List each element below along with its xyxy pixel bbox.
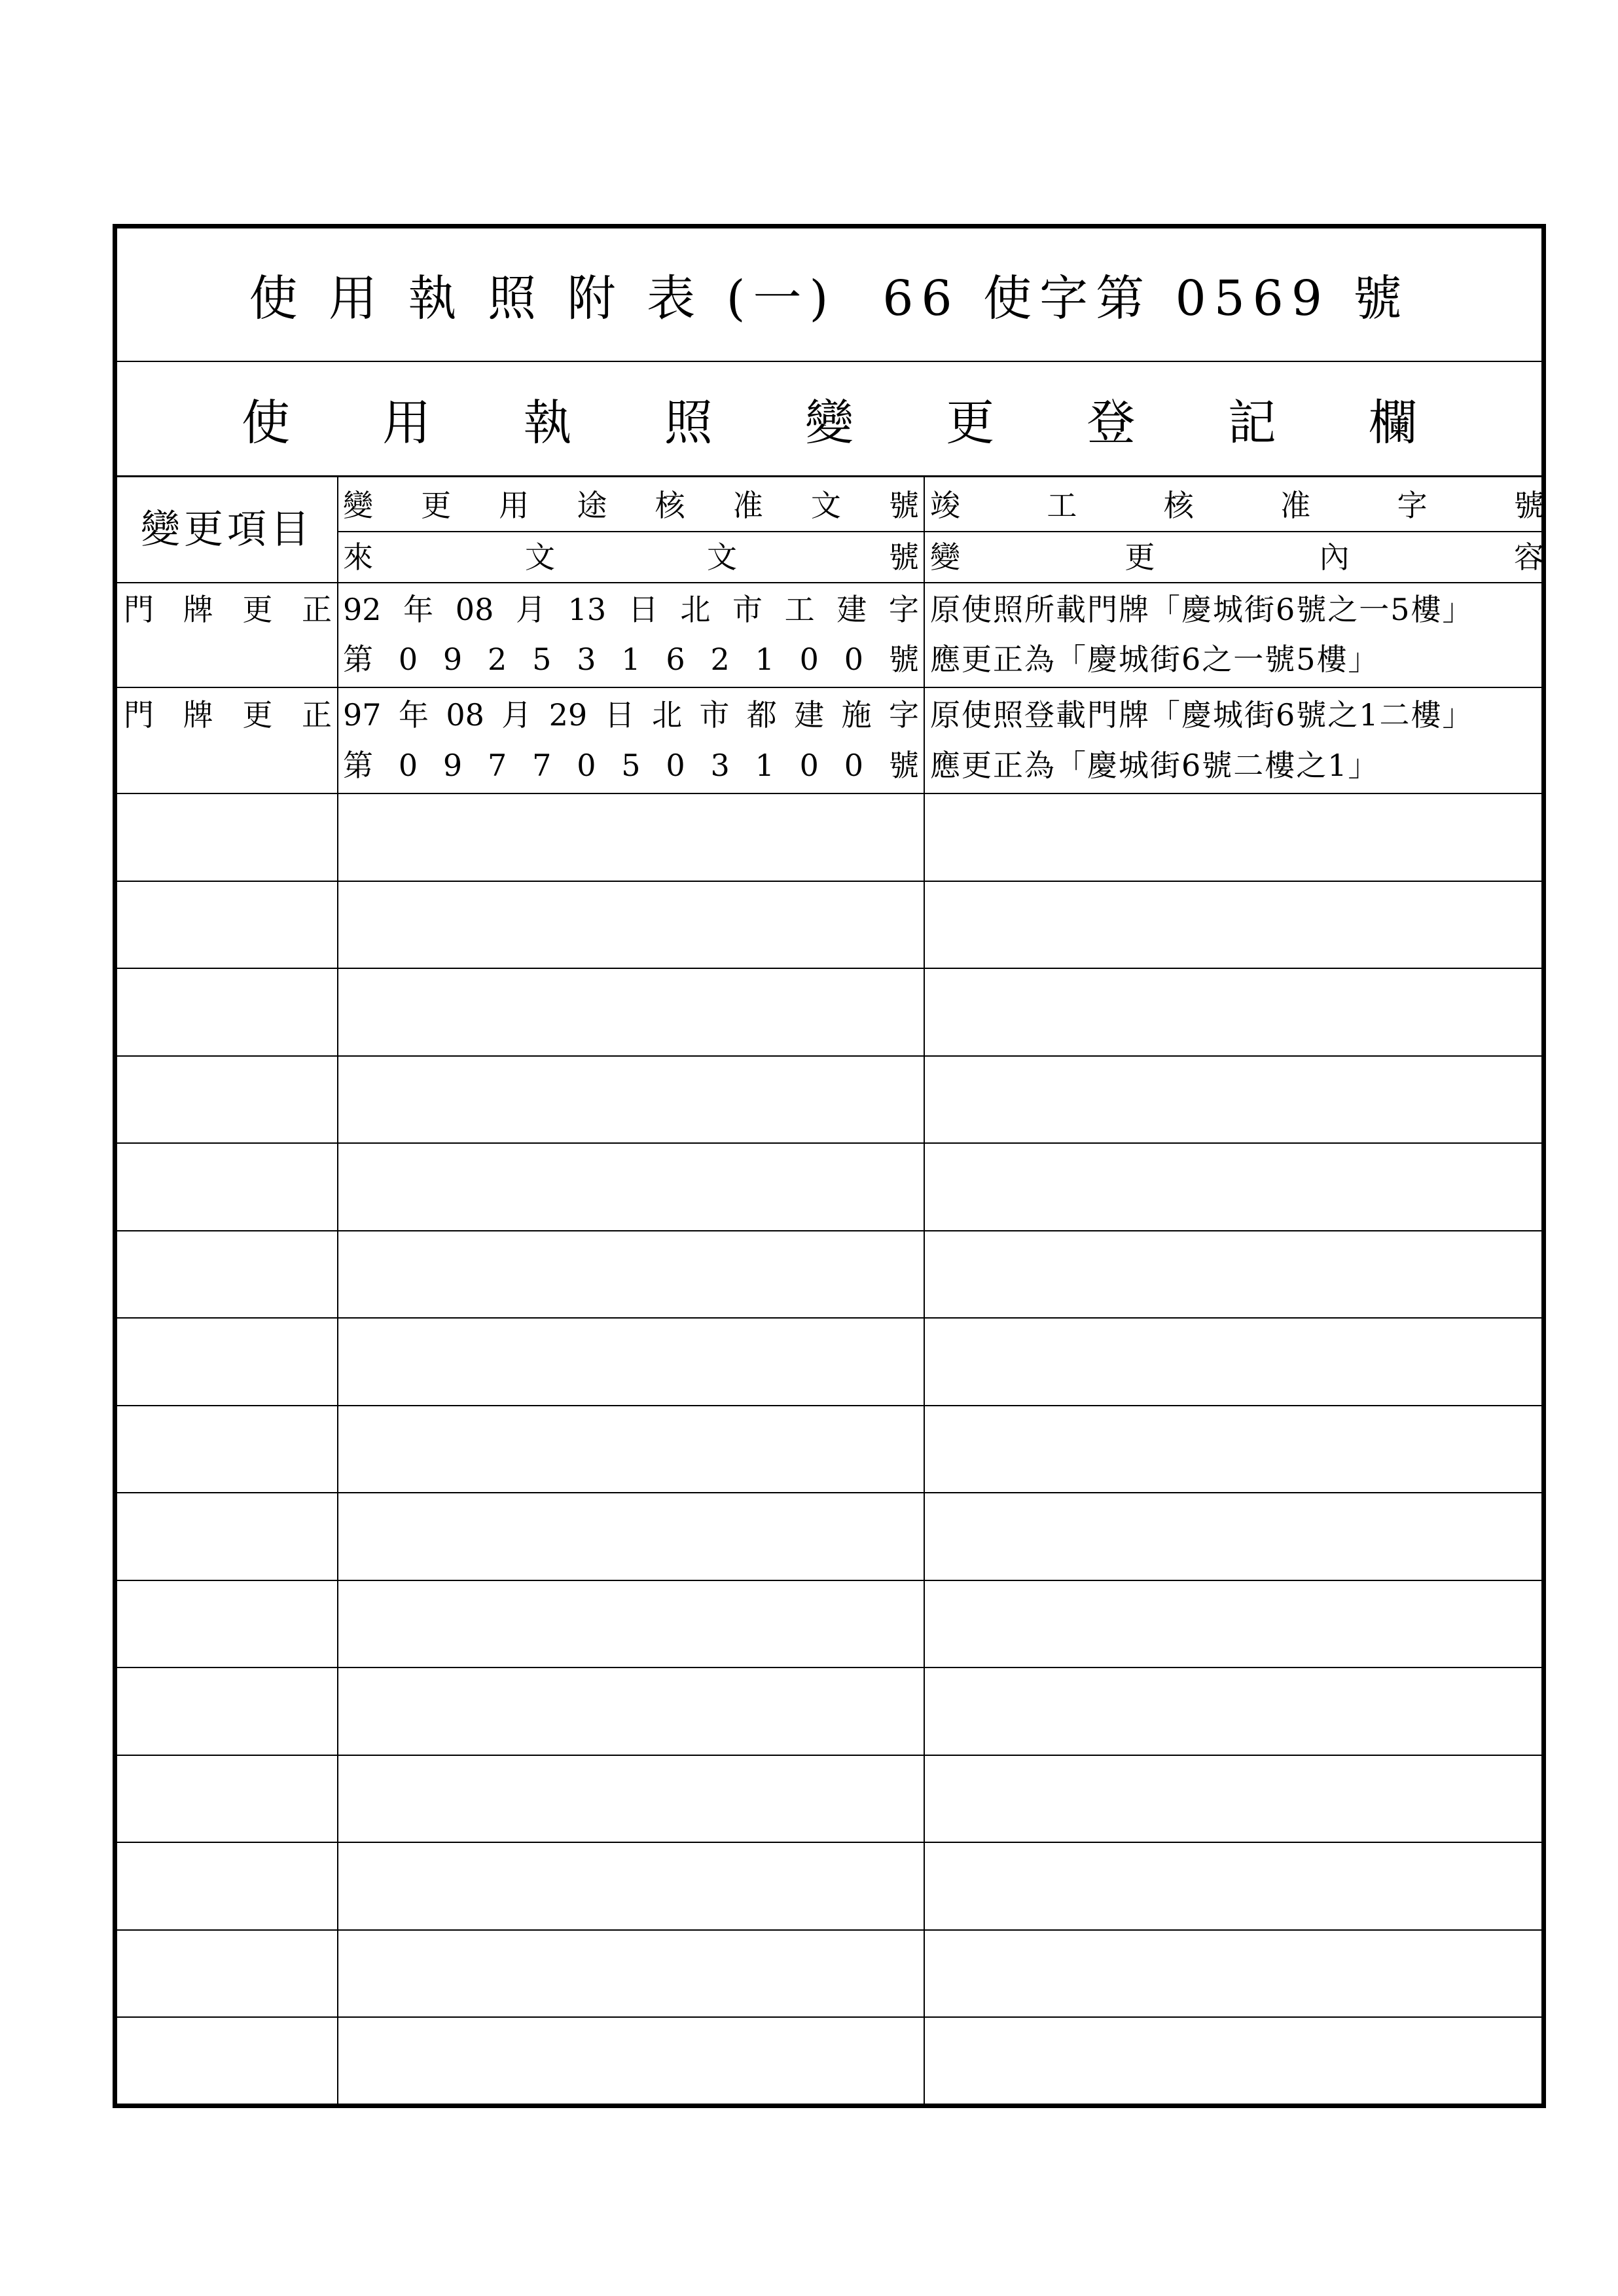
header-char: 准 (732, 488, 763, 523)
cell-token: 0 (577, 747, 596, 783)
column-header-incoming-doc (343, 532, 919, 582)
empty-row-line (117, 1929, 1541, 1931)
cell-token: 9 (442, 642, 463, 677)
header-char: 容 (1513, 539, 1544, 575)
cell-token: 字 (888, 697, 919, 733)
header-char: 竣 (930, 488, 960, 523)
row-doc-line2 (343, 633, 919, 685)
cell-token: 施 (841, 697, 872, 733)
header-char: 文 (810, 488, 841, 523)
row-change-item (124, 583, 332, 636)
header-char: 用 (499, 488, 530, 523)
form-title-row (117, 228, 1541, 362)
cell-token: 門 (124, 592, 154, 627)
empty-row-line (117, 1492, 1541, 1493)
cell-token: 門 (124, 697, 154, 733)
cell-token: 08 (446, 697, 484, 733)
header-char: 文 (525, 539, 555, 575)
cell-text: 原使照登載門牌「慶城街6號之1二樓」 (930, 697, 1474, 733)
form-title: 使 用 執 照 附 表 (一) 66 使字第 0569 號 (249, 270, 1410, 327)
table-row-line (117, 793, 1541, 794)
empty-row-line (117, 1230, 1541, 1231)
header-char: 核 (1163, 488, 1194, 523)
cell-token: 3 (577, 642, 596, 677)
cell-token: 正 (301, 697, 332, 733)
empty-row-line (117, 1317, 1541, 1319)
cell-token: 1 (755, 747, 774, 783)
row-content-line1 (930, 688, 1544, 741)
cell-token: 號 (888, 642, 919, 677)
row-content-line2 (930, 738, 1544, 792)
cell-token: 2 (710, 642, 730, 677)
license-form-frame (113, 224, 1546, 2108)
cell-token: 2 (488, 642, 507, 677)
cell-text: 原使照所載門牌「慶城街6號之一5樓」 (930, 592, 1474, 627)
cell-token: 13 (567, 592, 607, 627)
column-divider-2 (924, 477, 925, 2104)
cell-token: 3 (710, 747, 730, 783)
cell-token: 6 (666, 642, 685, 677)
column-header-approval-doc (343, 480, 919, 531)
cell-token: 92 (343, 592, 382, 627)
cell-token: 0 (799, 642, 819, 677)
cell-token: 9 (442, 747, 463, 783)
cell-token: 牌 (183, 592, 213, 627)
row-doc-line2 (343, 738, 919, 792)
empty-row-line (117, 1755, 1541, 1756)
empty-row-line (117, 1667, 1541, 1668)
cell-token: 月 (515, 592, 546, 627)
cell-token: 正 (301, 592, 332, 627)
header-char: 更 (421, 488, 452, 523)
cell-token: 都 (746, 697, 777, 733)
cell-token: 市 (699, 697, 730, 733)
empty-row-line (117, 1842, 1541, 1843)
subtitle-char: 記 (1227, 394, 1276, 451)
empty-row-line (117, 1405, 1541, 1406)
cell-token: 字 (888, 592, 919, 627)
subtitle-char: 照 (664, 394, 713, 451)
cell-token: 工 (784, 592, 815, 627)
row-content-line1 (930, 583, 1544, 636)
header-char: 號 (1513, 488, 1544, 523)
empty-row-line (117, 881, 1541, 882)
column-header-change-content (930, 532, 1544, 582)
subtitle-char: 欄 (1369, 394, 1417, 451)
header-char: 號 (888, 488, 919, 523)
cell-token: 08 (455, 592, 494, 627)
cell-token: 0 (666, 747, 685, 783)
cell-token: 建 (794, 697, 825, 733)
cell-token: 更 (242, 697, 273, 733)
cell-token: 1 (755, 642, 774, 677)
empty-row-line (117, 2016, 1541, 2018)
subtitle-char: 變 (805, 394, 854, 451)
empty-row-line (117, 1055, 1541, 1057)
cell-token: 1 (621, 642, 641, 677)
column-divider-1 (337, 477, 338, 2104)
row-doc-line1 (343, 688, 919, 741)
cell-token: 日 (628, 592, 658, 627)
header-char: 來 (343, 539, 373, 575)
cell-token: 29 (548, 697, 588, 733)
cell-token: 號 (888, 747, 919, 783)
column-header-completion-no (930, 480, 1544, 531)
empty-row-line (117, 968, 1541, 969)
cell-token: 更 (242, 592, 273, 627)
cell-token: 年 (398, 697, 429, 733)
cell-token: 市 (732, 592, 763, 627)
subtitle-char: 更 (946, 394, 995, 451)
cell-token: 0 (844, 747, 864, 783)
column-header-change-item: 變更項目 (141, 507, 314, 553)
empty-row-line (117, 1142, 1541, 1144)
cell-token: 第 (343, 642, 373, 677)
cell-token: 0 (398, 642, 418, 677)
cell-token: 第 (343, 747, 373, 783)
cell-token: 97 (343, 697, 382, 733)
header-char: 工 (1047, 488, 1077, 523)
cell-text: 應更正為「慶城街6號二樓之1」 (930, 747, 1380, 783)
header-char: 變 (930, 539, 960, 575)
row-content-line2 (930, 633, 1544, 685)
subtitle-char: 登 (1087, 394, 1136, 451)
cell-token: 年 (403, 592, 434, 627)
header-char: 號 (889, 539, 919, 575)
header-char: 變 (343, 488, 373, 523)
subtitle-char: 執 (523, 394, 572, 451)
form-subtitle-row (117, 362, 1541, 477)
header-char: 更 (1124, 539, 1155, 575)
cell-token: 北 (680, 592, 711, 627)
header-char: 內 (1319, 539, 1350, 575)
cell-token: 5 (532, 642, 552, 677)
header-char: 文 (707, 539, 737, 575)
cell-token: 0 (799, 747, 819, 783)
cell-token: 牌 (183, 697, 213, 733)
empty-row-line (117, 1580, 1541, 1581)
cell-token: 日 (604, 697, 635, 733)
cell-token: 建 (836, 592, 867, 627)
header-char: 途 (577, 488, 607, 523)
cell-token: 月 (501, 697, 532, 733)
row-change-item (124, 688, 332, 741)
header-char: 核 (655, 488, 685, 523)
header-char: 准 (1280, 488, 1311, 523)
cell-token: 0 (398, 747, 418, 783)
header-char: 字 (1397, 488, 1428, 523)
cell-text: 應更正為「慶城街6之一號5樓」 (930, 642, 1380, 677)
row-doc-line1 (343, 583, 919, 636)
cell-token: 北 (651, 697, 682, 733)
cell-token: 0 (844, 642, 864, 677)
cell-token: 7 (532, 747, 552, 783)
cell-token: 7 (488, 747, 507, 783)
cell-token: 5 (621, 747, 641, 783)
subtitle-char: 用 (382, 394, 431, 451)
subtitle-char: 使 (242, 394, 290, 451)
